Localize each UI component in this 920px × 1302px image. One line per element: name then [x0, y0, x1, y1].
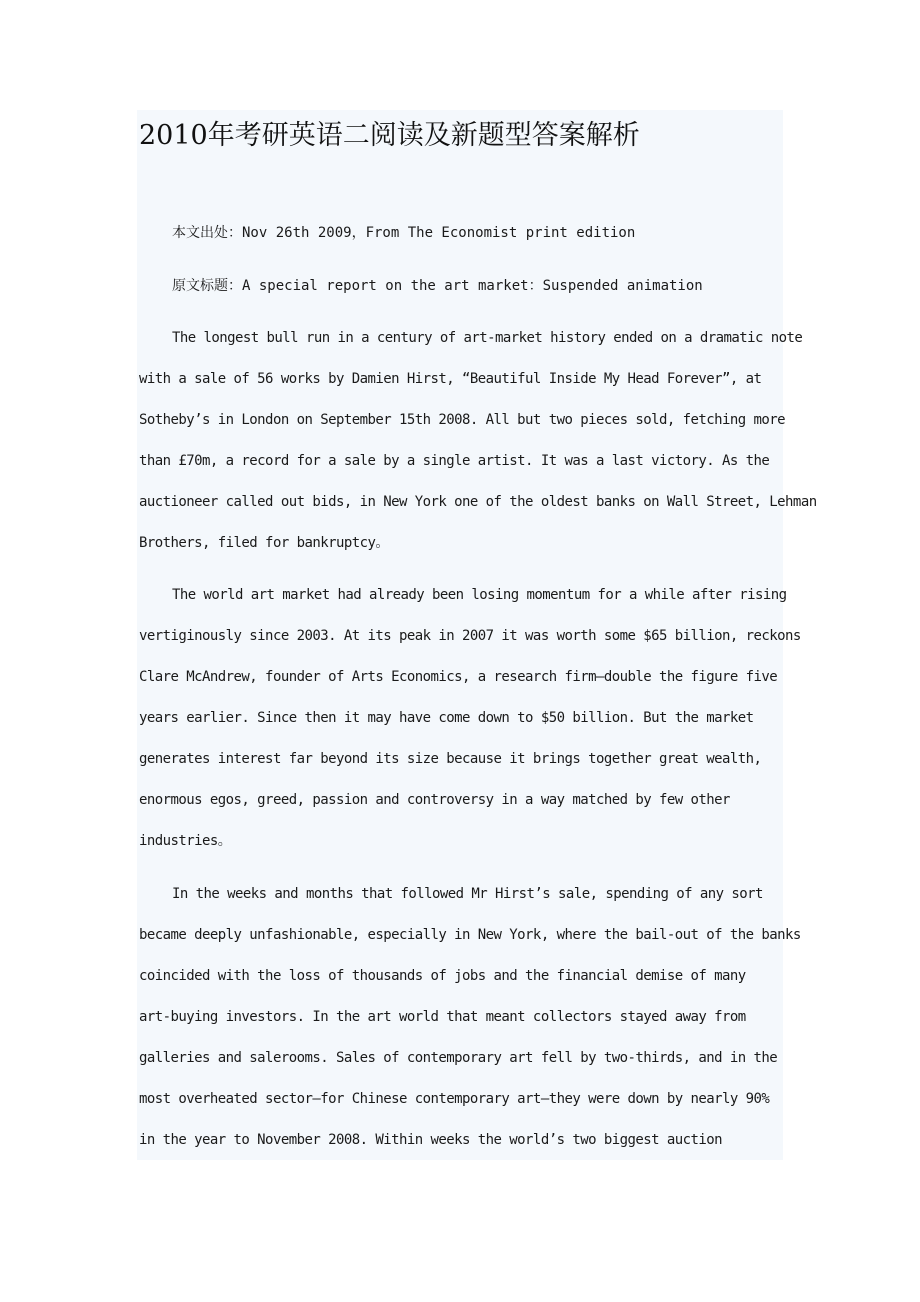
- paragraph-2-line-1: The world art market had already been losing momentum for a while after rising: [172, 587, 787, 603]
- paragraph-3-line-2: became deeply unfashionable, especially in New York, where the bail-out of the banks: [139, 927, 801, 943]
- paragraph-1-line-2: with a sale of 56 works by Damien Hirst, “Beautiful Inside My Head Forever”, at: [139, 371, 762, 387]
- paragraph-2-line-3: Clare McAndrew, founder of Arts Economics, a research firm—double the figure five: [139, 669, 778, 685]
- paragraph-1-line-6: Brothers, filed for bankruptcy。: [139, 535, 389, 551]
- paragraph-1-line-1: The longest bull run in a century of art-market history ended on a dramatic note: [172, 330, 803, 346]
- paragraph-3-line-5: galleries and salerooms. Sales of contemporary art fell by two-thirds, and in the: [139, 1050, 778, 1066]
- paragraph-1-line-4: than £70m, a record for a sale by a single artist. It was a last victory. As the: [139, 453, 770, 469]
- paragraph-3-line-3: coincided with the loss of thousands of jobs and the financial demise of many: [139, 968, 746, 984]
- paragraph-2-line-5: generates interest far beyond its size because it brings together great wealth,: [139, 751, 762, 767]
- original-title-line: 原文标题：A special report on the art market：Suspended animation: [172, 278, 703, 294]
- paragraph-2-line-7: industries。: [139, 833, 232, 849]
- paragraph-3-line-4: art-buying investors. In the art world that meant collectors stayed away from: [139, 1009, 746, 1025]
- paragraph-3-line-7: in the year to November 2008. Within weeks the world’s two biggest auction: [139, 1132, 723, 1148]
- paragraph-3-line-1: In the weeks and months that followed Mr Hirst’s sale, spending of any sort: [172, 886, 763, 902]
- paragraph-2-line-4: years earlier. Since then it may have come down to $50 billion. But the market: [139, 710, 754, 726]
- paragraph-1-line-3: Sotheby’s in London on September 15th 2008. All but two pieces sold, fetching more: [139, 412, 786, 428]
- paragraph-1-line-5: auctioneer called out bids, in New York one of the oldest banks on Wall Street, Lehman: [139, 494, 817, 510]
- document-title: 2010年考研英语二阅读及新题型答案解析: [139, 120, 640, 151]
- paragraph-2-line-2: vertiginously since 2003. At its peak in 2007 it was worth some $65 billion, reckons: [139, 628, 801, 644]
- paragraph-3-line-6: most overheated sector—for Chinese contemporary art—they were down by nearly 90%: [139, 1091, 770, 1107]
- paragraph-2-line-6: enormous egos, greed, passion and controversy in a way matched by few other: [139, 792, 730, 808]
- source-line: 本文出处：Nov 26th 2009，From The Economist print edition: [172, 225, 636, 241]
